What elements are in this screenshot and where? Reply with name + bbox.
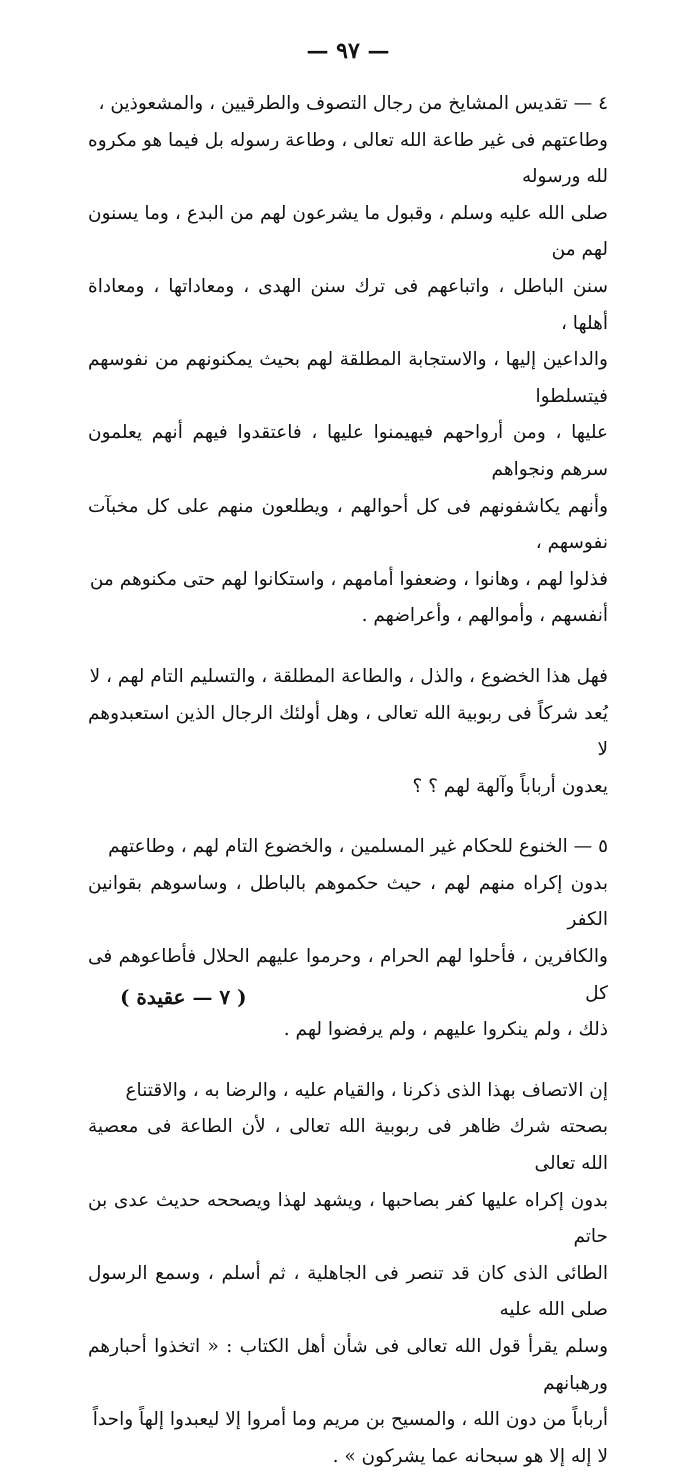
- paragraph-question: [88, 659, 608, 805]
- text-line: سنن الباطل ، واتباعهم فى ترك سنن الهدى ، ومعاداتها ، ومعاداة أهلها ،: [88, 275, 608, 334]
- body-text: [88, 86, 608, 1475]
- text-line: يُعد شركاً فى ربوبية الله تعالى ، وهل أولئك الرجال الذين استعبدوهم لا: [88, 702, 608, 761]
- text-line: صلى الله عليه وسلم ، وقبول ما يشرعون لهم من البدع ، وما يسنون لهم من: [88, 202, 608, 261]
- text-line: الطائى الذى كان قد تنصر فى الجاهلية ، ثم أسلم ، وسمع الرسول صلى الله عليه: [88, 1262, 608, 1321]
- paragraph-gap: [88, 805, 608, 829]
- text-line: والداعين إليها ، والاستجابة المطلقة لهم بحيث يمكنونهم من نفوسهم فيتسلطوا: [88, 349, 608, 407]
- paragraph-rulers: [88, 829, 608, 1049]
- text-line: بصحته شرك ظاهر فى ربوبية الله تعالى ، لأن الطاعة فى معصية الله تعالى: [88, 1116, 608, 1175]
- paragraph-gap: [88, 1049, 608, 1073]
- text-line: بدون إكراه منهم لهم ، حيث حكموهم بالباطل ، وساسوهم بقوانين الكفر: [88, 872, 608, 931]
- text-line: فذلوا لهم ، وهانوا ، وضعفوا أمامهم ، واستكانوا لهم حتى مكنوهم من: [89, 568, 608, 590]
- text-line: لا إله إلا هو سبحانه عما يشركون » .: [332, 1445, 608, 1467]
- text-line: ٥ — الخنوع للحكام غير المسلمين ، والخضوع التام لهم ، وطاعتهم: [108, 836, 608, 858]
- text-line: أنفسهم ، وأموالهم ، وأعراضهم .: [361, 605, 608, 627]
- text-line: وطاعتهم فى غير طاعة الله تعالى ، وطاعة رسوله بل فيما هو مكروه لله ورسوله: [88, 129, 608, 188]
- paragraph-sheikh-veneration: [88, 86, 608, 635]
- signature-footer: ( ٧ — عقيدة ): [120, 985, 247, 1009]
- text-line: ٤ — تقديس المشايخ من رجال التصوف والطرقيين ، والمشعوذين ،: [98, 93, 608, 114]
- text-line: فهل هذا الخضوع ، والذل ، والطاعة المطلقة ، والتسليم التام لهم ، لا: [89, 665, 608, 687]
- text-line: وأنهم يكاشفونهم فى كل أحوالهم ، ويطلعون منهم على كل مخبآت نفوسهم ،: [88, 495, 608, 554]
- paragraph-gap: [88, 635, 608, 659]
- paragraph-conclusion: [88, 1073, 608, 1475]
- text-line: والكافرين ، فأحلوا لهم الحرام ، وحرموا عليهم الحلال فأطاعوهم فى كل: [88, 946, 608, 1004]
- page-number: — ٩٧ —: [306, 38, 390, 64]
- text-line: وسلم يقرأ قول الله تعالى فى شأن أهل الكتاب : « اتخذوا أحبارهم ورهبانهم: [88, 1336, 608, 1394]
- text-line: ذلك ، ولم ينكروا عليهم ، ولم يرفضوا لهم .: [283, 1019, 608, 1041]
- text-line: بدون إكراه عليها كفر بصاحبها ، ويشهد لهذا ويصححه حديث عدى بن حاتم: [88, 1189, 608, 1248]
- text-line: عليها ، ومن أرواحهم فيهيمنوا عليها ، فاعتقدوا فيهم أنهم يعلمون سرهم ونجواهم: [88, 422, 608, 480]
- text-line: إن الاتصاف بهذا الذى ذكرنا ، والقيام عليه ، والرضا به ، والاقتناع: [125, 1079, 608, 1101]
- text-line: أرباباً من دون الله ، والمسيح بن مريم وما أمروا إلا ليعبدوا إلهاً واحداً: [92, 1409, 608, 1431]
- text-line: يعدون أرباباً وآلهة لهم ؟ ؟: [412, 775, 608, 797]
